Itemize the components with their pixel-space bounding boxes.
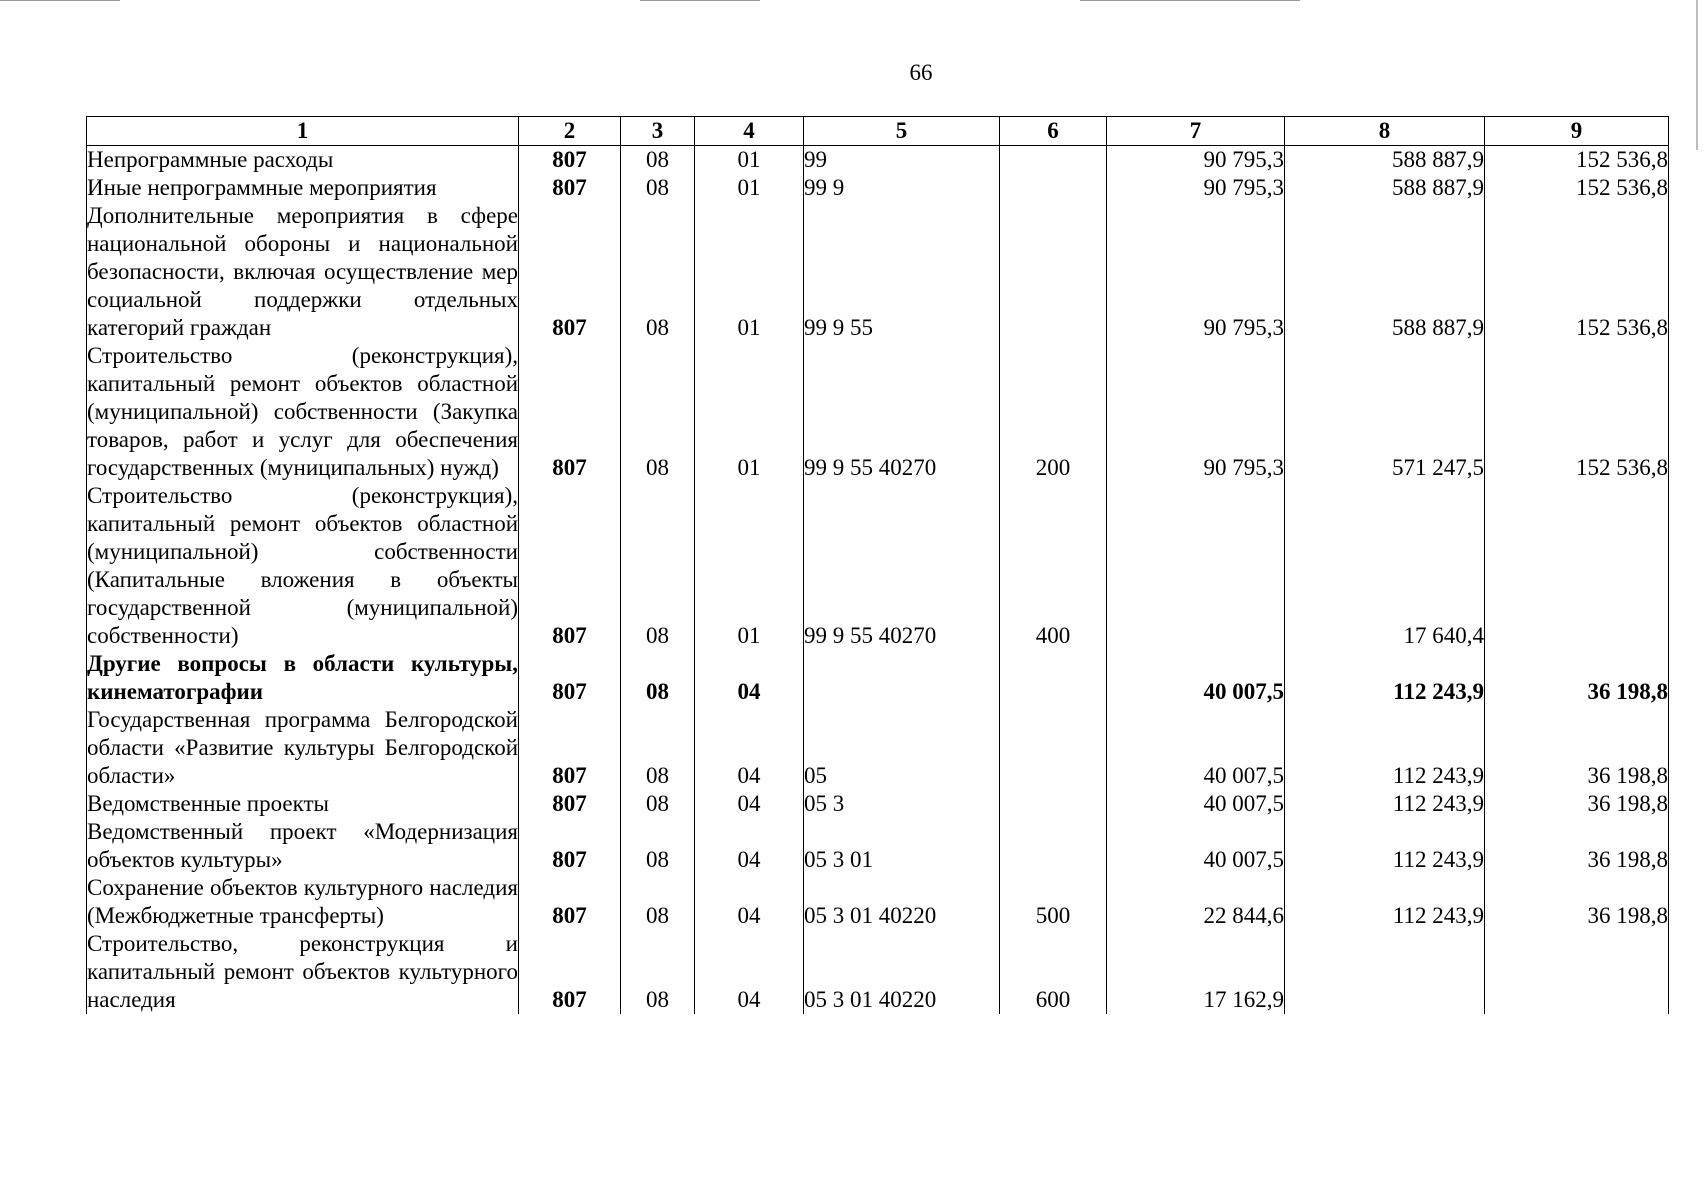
row-name: Другие вопросы в области культуры, кинематографии [87, 651, 518, 704]
table-row [87, 874, 1669, 930]
row-amount-9: 36 198,8 [1485, 650, 1669, 706]
row-section-code: 08 [621, 342, 695, 482]
row-section-code: 08 [621, 146, 695, 175]
row-target-article: 99 9 [804, 174, 1000, 202]
row-section-code: 08 [621, 790, 695, 818]
row-subsection-code: 04 [695, 930, 804, 1014]
row-section-code: 08 [621, 482, 695, 650]
row-subsection-code: 01 [695, 482, 804, 650]
row-section-code: 08 [621, 202, 695, 342]
row-ministry-code: 807 [519, 790, 621, 818]
row-amount-7: 90 795,3 [1107, 202, 1285, 342]
row-amount-9: 152 536,8 [1485, 342, 1669, 482]
row-amount-9: 152 536,8 [1485, 202, 1669, 342]
scan-artifact-line [1080, 0, 1300, 1]
row-expense-type: 600 [1000, 930, 1107, 1014]
row-amount-9: 36 198,8 [1485, 790, 1669, 818]
row-amount-7 [1107, 482, 1285, 650]
row-ministry-code: 807 [519, 146, 621, 175]
row-ministry-code: 807 [519, 342, 621, 482]
page-number: 66 [909, 60, 933, 85]
row-amount-7: 17 162,9 [1107, 930, 1285, 1014]
table-row [87, 174, 1669, 202]
row-subsection-code: 01 [695, 146, 804, 175]
row-name: Строительство (реконструкция), капитальный ремонт объектов областной (муниципальной) собственности (Закупка товаров, работ и услуг для обеспечения государственных (муниципальных) нужд) [87, 343, 518, 480]
table-header-row [87, 117, 1669, 146]
row-target-article: 05 3 01 40220 [804, 930, 1000, 1014]
row-subsection-code: 04 [695, 818, 804, 874]
row-subsection-code: 04 [695, 706, 804, 790]
column-header-2: 2 [519, 117, 621, 146]
row-amount-8: 571 247,5 [1285, 342, 1485, 482]
row-name: Ведомственные проекты [87, 790, 519, 818]
table-row [87, 146, 1669, 175]
row-amount-7: 40 007,5 [1107, 706, 1285, 790]
row-expense-type [1000, 174, 1107, 202]
row-amount-7: 40 007,5 [1107, 650, 1285, 706]
row-ministry-code: 807 [519, 202, 621, 342]
table-row [87, 790, 1669, 818]
scan-artifact-line [640, 0, 760, 1]
row-amount-9 [1485, 482, 1669, 650]
table-row [87, 482, 1669, 650]
row-name: Дополнительные мероприятия в сфере национальной обороны и национальной безопасности, включая осуществление мер социальной поддержки отдельных категорий граждан [87, 203, 518, 340]
row-ministry-code: 807 [519, 818, 621, 874]
row-amount-8: 588 887,9 [1285, 146, 1485, 175]
row-expense-type [1000, 818, 1107, 874]
row-amount-7: 40 007,5 [1107, 818, 1285, 874]
column-header-1: 1 [87, 117, 519, 146]
row-amount-9: 36 198,8 [1485, 706, 1669, 790]
row-amount-8: 112 243,9 [1285, 818, 1485, 874]
column-header-7: 7 [1107, 117, 1285, 146]
row-expense-type: 400 [1000, 482, 1107, 650]
row-subsection-code: 01 [695, 174, 804, 202]
row-section-code: 08 [621, 818, 695, 874]
column-header-3: 3 [621, 117, 695, 146]
row-name: Сохранение объектов культурного наследия (Межбюджетные трансферты) [87, 875, 518, 928]
table-row [87, 818, 1669, 874]
row-amount-8: 112 243,9 [1285, 790, 1485, 818]
row-amount-9: 152 536,8 [1485, 146, 1669, 175]
row-section-code: 08 [621, 706, 695, 790]
row-expense-type [1000, 790, 1107, 818]
row-amount-7: 90 795,3 [1107, 146, 1285, 175]
row-target-article: 05 3 01 [804, 818, 1000, 874]
row-ministry-code: 807 [519, 650, 621, 706]
row-amount-9 [1485, 930, 1669, 1014]
row-amount-8: 112 243,9 [1285, 650, 1485, 706]
row-ministry-code: 807 [519, 930, 621, 1014]
row-name: Непрограммные расходы [87, 146, 519, 175]
row-target-article: 05 [804, 706, 1000, 790]
row-target-article: 99 9 55 [804, 202, 1000, 342]
row-subsection-code: 04 [695, 790, 804, 818]
row-ministry-code: 807 [519, 874, 621, 930]
row-expense-type [1000, 202, 1107, 342]
row-name: Строительство (реконструкция), капитальный ремонт объектов областной (муниципальной) собственности (Капитальные вложения в объекты государственной (муниципальной) собственности) [87, 483, 518, 648]
row-name: Государственная программа Белгородской области «Развитие культуры Белгородской области» [87, 707, 518, 788]
row-target-article: 99 9 55 40270 [804, 342, 1000, 482]
row-amount-8: 588 887,9 [1285, 202, 1485, 342]
row-name: Строительство, реконструкция и капитальный ремонт объектов культурного наследия [87, 931, 518, 1012]
row-target-article [804, 650, 1000, 706]
column-header-4: 4 [695, 117, 804, 146]
row-expense-type [1000, 650, 1107, 706]
table-row [87, 202, 1669, 342]
row-expense-type [1000, 706, 1107, 790]
table-row [87, 342, 1669, 482]
row-amount-7: 90 795,3 [1107, 174, 1285, 202]
row-ministry-code: 807 [519, 482, 621, 650]
row-amount-8: 588 887,9 [1285, 174, 1485, 202]
row-amount-8: 112 243,9 [1285, 874, 1485, 930]
column-header-8: 8 [1285, 117, 1485, 146]
row-amount-9: 36 198,8 [1485, 818, 1669, 874]
row-section-code: 08 [621, 650, 695, 706]
column-header-9: 9 [1485, 117, 1669, 146]
table-row [87, 706, 1669, 790]
row-amount-7: 22 844,6 [1107, 874, 1285, 930]
row-amount-8 [1285, 930, 1485, 1014]
column-header-5: 5 [804, 117, 1000, 146]
row-expense-type: 500 [1000, 874, 1107, 930]
column-header-6: 6 [1000, 117, 1107, 146]
row-name: Ведомственный проект «Модернизация объектов культуры» [87, 819, 518, 872]
row-amount-7: 90 795,3 [1107, 342, 1285, 482]
row-target-article: 99 [804, 146, 1000, 175]
row-amount-9: 152 536,8 [1485, 174, 1669, 202]
table-row-section-total [87, 650, 1669, 706]
row-section-code: 08 [621, 874, 695, 930]
row-ministry-code: 807 [519, 174, 621, 202]
row-target-article: 05 3 01 40220 [804, 874, 1000, 930]
row-ministry-code: 807 [519, 706, 621, 790]
row-amount-8: 17 640,4 [1285, 482, 1485, 650]
scan-artifact-line [0, 0, 120, 1]
row-expense-type [1000, 146, 1107, 175]
row-target-article: 05 3 [804, 790, 1000, 818]
row-section-code: 08 [621, 930, 695, 1014]
budget-table [86, 116, 1669, 1014]
row-expense-type: 200 [1000, 342, 1107, 482]
row-subsection-code: 04 [695, 874, 804, 930]
row-subsection-code: 01 [695, 342, 804, 482]
row-amount-9: 36 198,8 [1485, 874, 1669, 930]
row-amount-7: 40 007,5 [1107, 790, 1285, 818]
table-row [87, 930, 1669, 1014]
row-name: Иные непрограммные мероприятия [87, 174, 519, 202]
row-section-code: 08 [621, 174, 695, 202]
row-subsection-code: 04 [695, 650, 804, 706]
row-subsection-code: 01 [695, 202, 804, 342]
row-target-article: 99 9 55 40270 [804, 482, 1000, 650]
row-amount-8: 112 243,9 [1285, 706, 1485, 790]
